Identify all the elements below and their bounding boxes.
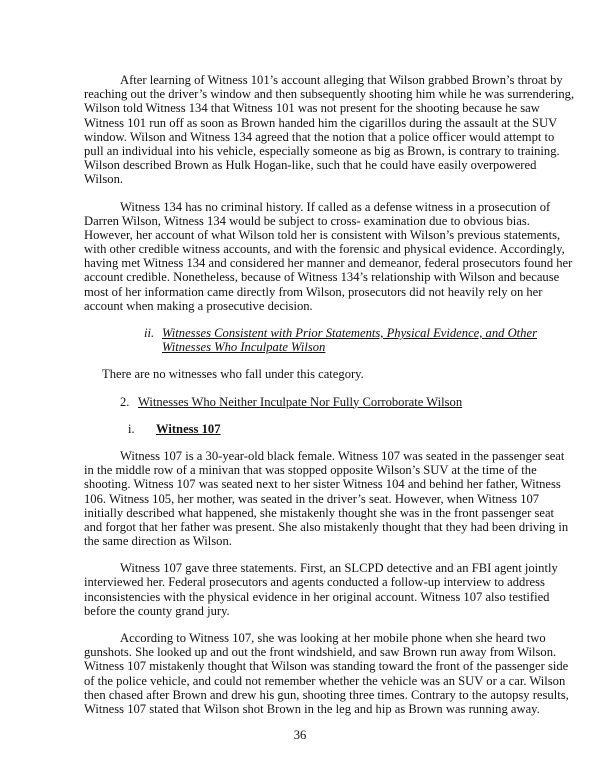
text-line: the same direction as Wilson. — [84, 534, 232, 549]
text-line: Witness 107 stated that Wilson shot Brown in the leg and hip as Brown was running away. — [84, 701, 540, 716]
heading-2-text: Witnesses Who Neither Inculpate Nor Fully Corroborate Wilson — [138, 394, 463, 409]
text-line: gunshots. She looked up and out the front windshield, and saw Brown run away from Wilson. — [84, 645, 557, 660]
text-line: and forgot that her father was present. She also mistakenly thought that they had been driving in — [84, 519, 569, 534]
text-line: having met Witness 134 and considered her manner and demeanor, federal prosecutors found her — [84, 256, 573, 271]
text-line: reaching out the driver’s window and then subsequently shooting him while he was surrendering, — [84, 87, 575, 102]
text-line: However, her account of what Wilson told her is consistent with Wilson’s previous statements, — [84, 227, 561, 242]
heading-ii-line-2: Witnesses Who Inculpate Wilson — [162, 340, 326, 355]
paragraph-1 — [84, 73, 575, 187]
heading-i-number: i. — [128, 421, 135, 436]
no-witnesses-line: There are no witnesses who fall under this category. — [102, 367, 364, 382]
text-line: Wilson. — [84, 172, 124, 187]
no-witnesses-text — [84, 367, 524, 381]
text-line: Wilson told Witness 134 that Witness 101 was not present for the shooting because he saw — [84, 101, 540, 116]
text-line: 106. Witness 105, her mother, was seated in the driver’s seat. However, when Witness 107 — [84, 491, 540, 506]
heading-2-number: 2. — [120, 394, 130, 409]
text-line: initially described what happened, she mistakenly thought she was in the front passenger seat — [84, 505, 555, 520]
text-line: Witness 107 gave three statements. First, an SLCPD detective and an FBI agent jointly — [120, 561, 558, 576]
text-line: window. Wilson and Witness 134 agreed that the notion that a police officer would attempt to — [84, 129, 555, 144]
heading-ii-number: ii. — [144, 326, 155, 340]
text-line: After learning of Witness 101’s account alleging that Wilson grabbed Brown’s throat by — [120, 73, 563, 87]
text-line: then chased after Brown and drew his gun, shooting three times. Contrary to the autopsy results, — [84, 687, 569, 702]
paragraph-2 — [84, 199, 573, 314]
paragraph-4 — [84, 561, 558, 618]
text-line: most of her information came directly from Wilson, prosecutors did not heavily rely on her — [84, 284, 543, 299]
text-line: Witness 107 is a 30-year-old black female. Witness 107 was seated in the passenger seat — [120, 448, 565, 463]
text-line: Witness 107 mistakenly thought that Wilson was standing toward the front of the passenger side — [84, 659, 569, 674]
text-line: According to Witness 107, she was looking at her mobile phone when she heard two — [120, 631, 546, 645]
text-line: Witness 134 has no criminal history. If called as a defense witness in a prosecution of — [120, 199, 551, 214]
heading-2 — [84, 395, 524, 409]
text-line: account when making a prosecutive decision. — [84, 298, 313, 313]
text-line: interviewed her. Federal prosecutors and agents conducted a follow-up interview to address — [84, 575, 545, 590]
page-number: 36 — [293, 728, 307, 742]
document-body — [84, 73, 575, 716]
text-line: account credible. Nonetheless, because of Witness 134’s relationship with Wilson and because — [84, 270, 560, 285]
text-line: in the middle row of a minivan that was stopped opposite Wilson’s SUV at the time of the — [84, 463, 537, 478]
text-line: shooting. Witness 107 was seated next to her sister Witness 104 and behind her father, Witness — [84, 477, 561, 492]
text-line: of the police vehicle, and could not remember whether the vehicle was an SUV or a car. Wilson — [84, 673, 566, 688]
paragraph-3 — [84, 448, 569, 549]
text-line: Darren Wilson, Witness 134 would be subject to cross- examination due to obvious bias. — [84, 213, 530, 228]
heading-i-text: Witness 107 — [156, 421, 221, 436]
heading-ii-line-1: Witnesses Consistent with Prior Statements, Physical Evidence, and Other — [162, 326, 537, 340]
heading-i — [84, 422, 524, 436]
text-line: pull an individual into his vehicle, especially someone as big as Brown, is contrary to training. — [84, 143, 560, 158]
text-line: before the county grand jury. — [84, 603, 230, 618]
text-line: with other credible witness accounts, and with the forensic and physical evidence. Accordingly, — [84, 242, 565, 257]
heading-ii — [84, 326, 537, 355]
text-line: inconsistencies with the physical evidence in her original account. Witness 107 also testified — [84, 589, 550, 604]
text-line: Wilson described Brown as Hulk Hogan-like, such that he could have easily overpowered — [84, 158, 537, 173]
text-line: Witness 101 run off as soon as Brown handed him the cigarillos during the assault at the SUV — [84, 115, 558, 130]
paragraph-5 — [84, 631, 569, 716]
